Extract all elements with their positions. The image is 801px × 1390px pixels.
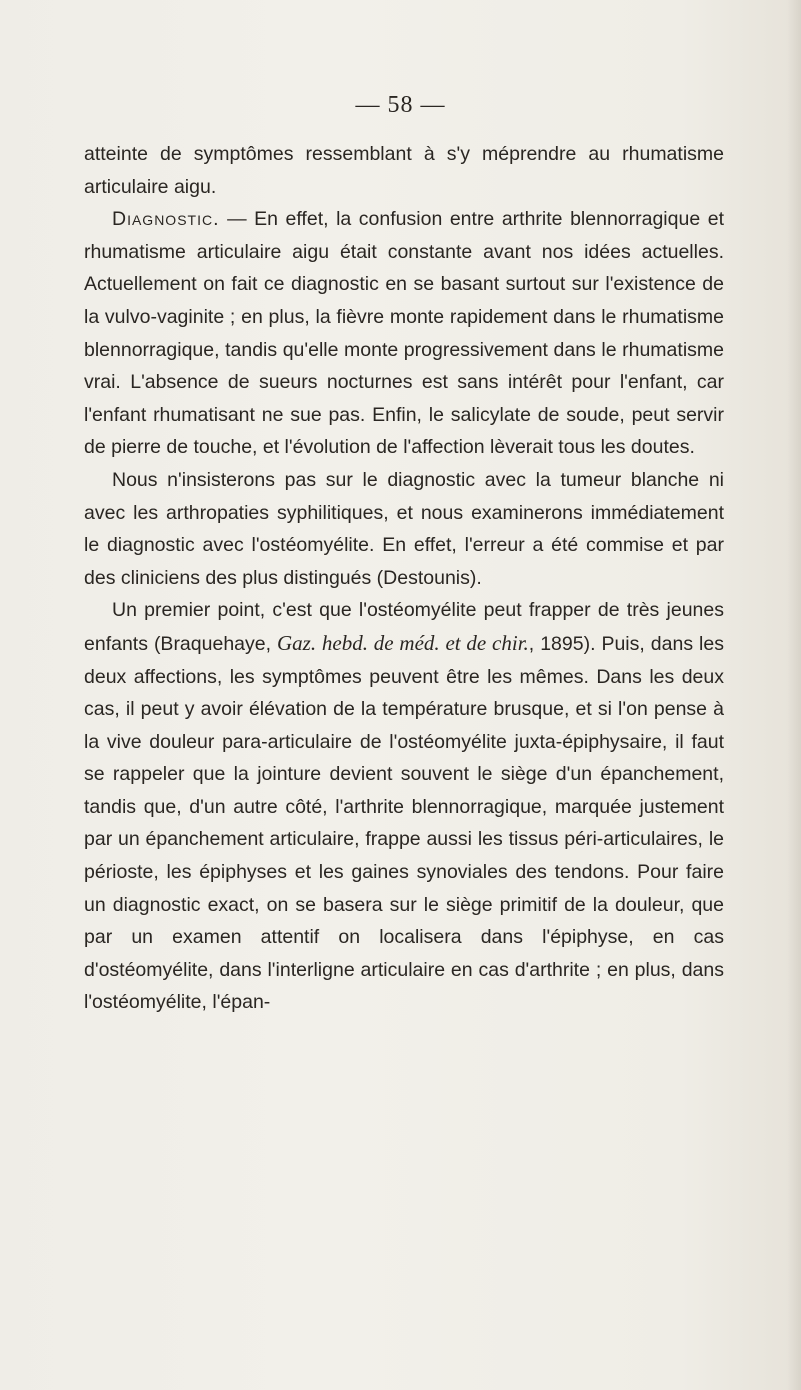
section-heading-diagnostic: Diagnostic. — [112, 208, 220, 231]
body-text — [84, 138, 724, 1019]
paragraph-text-after-citation: , 1895). Puis, dans les deux affections, les symptômes peuvent être les mêmes. Dans les deux cas, il peut y avoir élévation de la température brusque, et si l'on pense à la vive douleur para-articulaire de l'ostéomyélite juxta-épiphysaire, il faut se rappeler que la jointure devient souvent le siège d'un épanchement, tandis que, d'un autre côté, l'arthrite blennorragique, marquée justement par un épanchement articulaire, frappe aussi les tissus péri-articulaires, le périoste, les épiphyses et les gaines synoviales des tendons. Pour faire un diagnostic exact, on se basera sur le siège primitif de la douleur, que par un examen attentif on localisera dans l'épiphyse, en cas d'ostéomyélite, dans l'interligne articulaire en cas d'arthrite ; en plus, dans l'ostéomyélite, l'épan- — [84, 632, 724, 1014]
journal-citation: Gaz. hebd. de méd. et de chir. — [277, 630, 529, 655]
paragraph-continuation — [84, 138, 724, 203]
page-edge-shadow — [787, 0, 801, 1390]
paragraph-text: atteinte de symptômes ressemblant à s'y méprendre au rhumatisme articulaire aigu. — [84, 143, 724, 198]
paragraph-text-before-citation: Un premier point, c'est que l'ostéomyélite peut frapper de très jeunes enfants (Braquehaye, — [84, 599, 724, 655]
paragraph-text: Nous n'insisterons pas sur le diagnostic avec la tumeur blanche ni avec les arthropaties syphilitiques, et nous examinerons immédiatement le diagnostic avec l'ostéomyélite. En effet, l'erreur a été commise et par des cliniciens des plus distingués (Destounis). — [84, 468, 724, 589]
paragraph-text: — En effet, la confusion entre arthrite blennorragique et rhumatisme articulaire aigu était constante avant nos idées actuelles. Actuellement on fait ce diagnostic en se basant surtout sur l'existence de la vulvo-vaginite ; en plus, la fièvre monte rapidement dans le rhumatisme blennorragique, tandis qu'elle monte progressivement dans le rhumatisme vrai. L'absence de sueurs nocturnes est sans intérêt pour l'enfant, car l'enfant rhumatisant ne sue pas. Enfin, le salicylate de soude, peut servir de pierre de touche, et l'évolution de l'affection lèverait tous les doutes. — [84, 208, 724, 459]
page-number: — 58 — — [355, 92, 446, 118]
paragraph-osteomyelite — [84, 594, 724, 1019]
paragraph-diagnostic — [84, 203, 724, 464]
paragraph-tumeur-blanche — [84, 464, 724, 594]
